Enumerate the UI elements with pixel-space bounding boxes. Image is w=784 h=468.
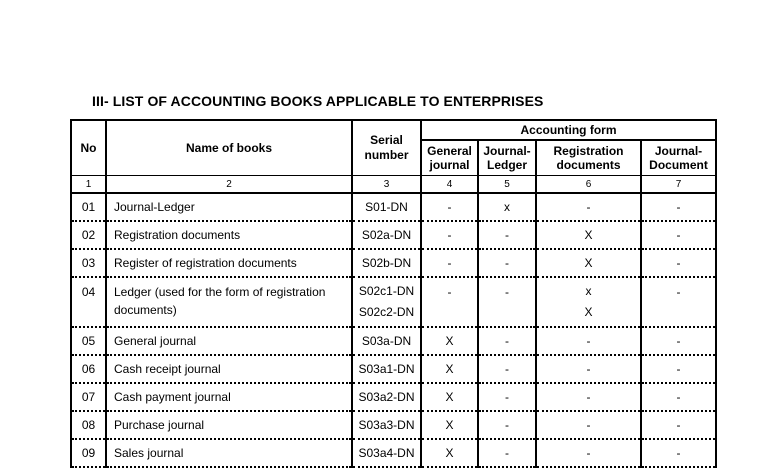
row-journal-ledger <box>478 277 536 327</box>
row-registration-documents: - <box>536 355 641 383</box>
row-serial: S03a4-DN <box>352 439 421 467</box>
index-cell: 4 <box>421 176 478 194</box>
row-serial: S02a-DN <box>352 221 421 249</box>
header-accounting-form: Accounting form <box>421 120 716 140</box>
row-serial: S02b-DN <box>352 249 421 277</box>
row-book-name-multiline <box>114 278 351 319</box>
row-journal-ledger: - <box>478 249 536 277</box>
row-no: 02 <box>71 221 106 249</box>
row-no: 03 <box>71 249 106 277</box>
header-serial-number <box>352 120 421 176</box>
row-general-journal: X <box>421 327 478 355</box>
row-serial-line2: S02c2-DN <box>358 305 415 319</box>
index-cell: 2 <box>106 176 352 194</box>
header-no: No <box>71 120 106 176</box>
row-registration-line2: X <box>584 305 593 319</box>
row-general-journal: - <box>421 221 478 249</box>
row-general-journal-text: - <box>447 285 452 299</box>
row-book-name: Cash receipt journal <box>106 355 352 383</box>
row-no: 08 <box>71 411 106 439</box>
header-reg-line1: Registration <box>553 144 624 158</box>
row-journal-ledger: - <box>478 221 536 249</box>
row-journal-ledger: - <box>478 383 536 411</box>
row-no: 06 <box>71 355 106 383</box>
header-journal-ledger <box>478 140 536 176</box>
row-book-name: Register of registration documents <box>106 249 352 277</box>
table-row <box>71 355 716 383</box>
row-registration-multiline <box>537 278 640 323</box>
header-jd-line1: Journal- <box>654 144 703 158</box>
row-book-name <box>106 277 352 327</box>
header-reg-line2: documents <box>556 158 621 172</box>
row-general-journal: X <box>421 411 478 439</box>
header-serial-line2: number <box>364 148 409 162</box>
row-journal-ledger: - <box>478 411 536 439</box>
header-serial-line1: Serial <box>370 133 403 147</box>
header-general-journal <box>421 140 478 176</box>
table-row <box>71 411 716 439</box>
row-journal-document: - <box>641 411 716 439</box>
row-no: 05 <box>71 327 106 355</box>
header-journal-document <box>641 140 716 176</box>
row-journal-ledger-text: - <box>505 285 509 299</box>
header-jd-line2: Document <box>649 158 708 172</box>
row-book-name: Journal-Ledger <box>106 193 352 221</box>
row-general-journal: X <box>421 439 478 467</box>
row-serial: S03a3-DN <box>352 411 421 439</box>
index-cell: 1 <box>71 176 106 194</box>
row-journal-ledger: - <box>478 355 536 383</box>
row-journal-document <box>641 277 716 327</box>
row-serial: S01-DN <box>352 193 421 221</box>
row-serial <box>352 277 421 327</box>
index-cell: 7 <box>641 176 716 194</box>
row-journal-document: - <box>641 355 716 383</box>
row-book-name: General journal <box>106 327 352 355</box>
page-heading: III- LIST OF ACCOUNTING BOOKS APPLICABLE TO ENTERPRISES <box>92 93 544 109</box>
row-registration-documents: - <box>536 411 641 439</box>
index-cell: 5 <box>478 176 536 194</box>
row-journal-document: - <box>641 249 716 277</box>
row-journal-document: - <box>641 221 716 249</box>
accounting-books-table <box>70 119 717 468</box>
table-row <box>71 439 716 467</box>
header-general-line2: journal <box>429 158 470 172</box>
row-serial: S03a2-DN <box>352 383 421 411</box>
table-row <box>71 383 716 411</box>
row-registration-documents: - <box>536 327 641 355</box>
row-journal-document-text: - <box>676 285 681 299</box>
table-row <box>71 327 716 355</box>
table-row <box>71 249 716 277</box>
row-serial: S03a1-DN <box>352 355 421 383</box>
row-registration-documents: X <box>536 249 641 277</box>
row-registration-line1: x <box>585 284 592 298</box>
row-book-name: Purchase journal <box>106 411 352 439</box>
row-registration-documents <box>536 277 641 327</box>
row-journal-document: - <box>641 193 716 221</box>
row-registration-documents: - <box>536 193 641 221</box>
row-book-name: Cash payment journal <box>106 383 352 411</box>
header-general-line1: General <box>427 144 472 158</box>
row-journal-ledger: - <box>478 439 536 467</box>
row-book-name: Sales journal <box>106 439 352 467</box>
row-general-journal <box>421 277 478 327</box>
row-no: 01 <box>71 193 106 221</box>
row-serial-multiline <box>353 278 420 323</box>
row-journal-document: - <box>641 383 716 411</box>
row-general-journal: - <box>421 193 478 221</box>
header-registration-documents <box>536 140 641 176</box>
row-serial-line1: S02c1-DN <box>358 284 415 298</box>
row-book-name-line2: documents) <box>114 303 177 317</box>
row-book-name: Registration documents <box>106 221 352 249</box>
row-no: 07 <box>71 383 106 411</box>
row-registration-documents: - <box>536 383 641 411</box>
row-journal-document: - <box>641 327 716 355</box>
row-registration-documents: - <box>536 439 641 467</box>
row-book-name-line1: Ledger (used for the form of registration <box>114 285 326 299</box>
row-no <box>71 277 106 327</box>
row-no: 09 <box>71 439 106 467</box>
row-journal-ledger: x <box>478 193 536 221</box>
table-row <box>71 193 716 221</box>
table-row <box>71 221 716 249</box>
header-jl-line1: Journal- <box>483 144 531 158</box>
row-general-journal: X <box>421 355 478 383</box>
row-serial: S03a-DN <box>352 327 421 355</box>
index-cell: 6 <box>536 176 641 194</box>
row-journal-document: - <box>641 439 716 467</box>
header-jl-line2: Ledger <box>486 158 527 172</box>
header-name-of-books: Name of books <box>106 120 352 176</box>
table-row <box>71 277 716 327</box>
index-row <box>71 176 716 194</box>
row-general-journal: - <box>421 249 478 277</box>
row-general-journal: X <box>421 383 478 411</box>
row-no-text: 04 <box>81 285 96 299</box>
row-registration-documents: X <box>536 221 641 249</box>
row-journal-ledger: - <box>478 327 536 355</box>
index-cell: 3 <box>352 176 421 194</box>
